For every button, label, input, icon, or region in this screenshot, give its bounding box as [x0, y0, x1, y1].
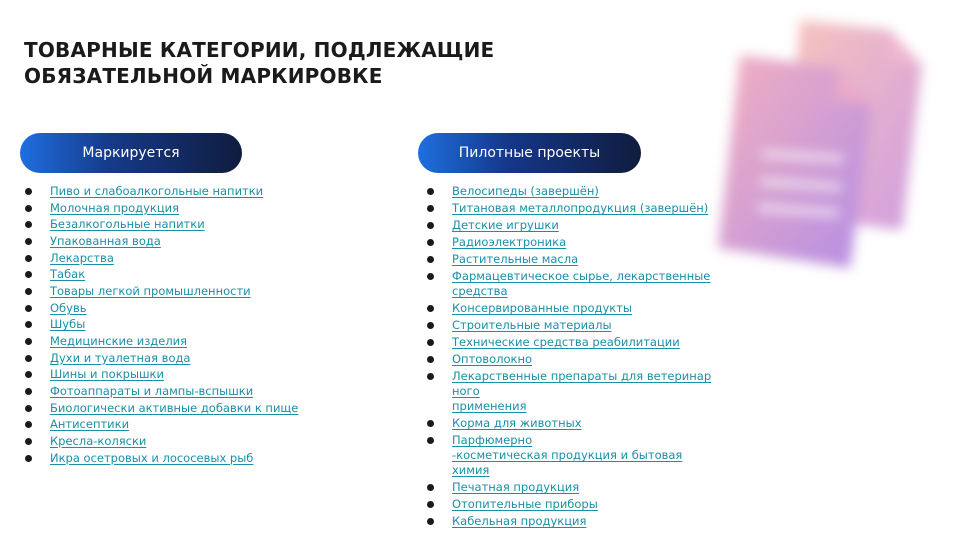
marked-category-item [22, 418, 342, 431]
marked-category-item [22, 318, 342, 331]
marked-category-item [22, 185, 342, 198]
pilot-project-item-link[interactable]: Велосипеды (завершён) [452, 184, 599, 198]
pilot-project-item [424, 370, 734, 413]
pilot-project-item [424, 236, 734, 249]
pilot-project-item [424, 481, 734, 494]
pilot-project-item [424, 417, 734, 430]
pilot-project-item-link[interactable]: Кабельная продукция [452, 514, 587, 528]
marked-category-item [22, 252, 342, 265]
pilot-project-item-link[interactable]: Фармацевтическое сырье, лекарственные [452, 269, 711, 283]
pilot-project-item-link[interactable]: -косметическая продукция и бытовая [452, 448, 683, 462]
pilot-project-item-link[interactable]: Технические средства реабилитации [452, 335, 680, 349]
marked-category-item [22, 402, 342, 415]
marked-category-item-link[interactable]: Фотоаппараты и лампы-вспышки [50, 383, 254, 398]
marked-category-item [22, 335, 342, 348]
marked-category-item-link[interactable]: Упакованная вода [50, 233, 161, 248]
pilot-project-item-link[interactable]: Детские игрушки [452, 218, 559, 232]
marked-category-item [22, 285, 342, 298]
marked-category-item [22, 368, 342, 381]
pilot-project-item [424, 302, 734, 315]
pilot-projects-list [424, 185, 734, 532]
pilot-project-item-link[interactable]: Строительные материалы [452, 318, 612, 332]
pilot-project-item [424, 270, 734, 298]
pilot-projects-header: Пилотные проекты [418, 133, 641, 173]
pilot-project-item [424, 319, 734, 332]
marked-category-item [22, 452, 342, 465]
pilot-project-item-link[interactable]: применения [452, 399, 527, 413]
pilot-project-item-link[interactable]: Консервированные продукты [452, 301, 633, 315]
pilot-project-item-link[interactable]: Радиоэлектроника [452, 235, 567, 249]
pilot-project-item [424, 219, 734, 232]
marked-category-item-link[interactable]: Шины и покрышки [50, 367, 164, 382]
marked-category-item-link[interactable]: Обувь [50, 300, 87, 315]
marked-category-item-link[interactable]: Духи и туалетная вода [50, 350, 191, 365]
marked-category-item [22, 302, 342, 315]
title-line-1: ТОВАРНЫЕ КАТЕГОРИИ, ПОДЛЕЖАЩИЕ [24, 38, 495, 62]
marked-category-item-link[interactable]: Товары легкой промышленности [50, 283, 251, 298]
pilot-project-item-link[interactable]: Парфюмерно [452, 433, 533, 447]
marked-category-item [22, 435, 342, 448]
pilot-project-item-link[interactable]: Лекарственные препараты для ветеринар [452, 369, 712, 383]
marked-category-item [22, 202, 342, 215]
pilot-project-item-link[interactable]: Печатная продукция [452, 480, 580, 494]
marked-category-item [22, 268, 342, 281]
marked-categories-header: Маркируется [20, 133, 242, 173]
marked-category-item [22, 218, 342, 231]
pilot-project-item-link[interactable]: Титановая металлопродукция (завершён) [452, 201, 709, 215]
marked-category-item-link[interactable]: Икра осетровых и лососевых рыб [50, 450, 254, 465]
marked-category-item-link[interactable]: Шубы [50, 317, 86, 332]
pilot-project-item-link[interactable]: химия [452, 463, 490, 477]
marked-category-item [22, 385, 342, 398]
pilot-project-item [424, 253, 734, 266]
marked-categories-list [22, 185, 342, 468]
pilot-project-item-link[interactable]: средства [452, 284, 508, 298]
pilot-project-item [424, 434, 734, 477]
marked-category-item-link[interactable]: Биологически активные добавки к пище [50, 400, 299, 415]
pilot-project-item-link[interactable]: Оптоволокно [452, 352, 533, 366]
marked-category-item-link[interactable]: Антисептики [50, 417, 130, 432]
pilot-project-item-link[interactable]: Отопительные приборы [452, 497, 598, 511]
pilot-project-item-link[interactable]: ного [452, 384, 480, 398]
marked-category-item [22, 235, 342, 248]
marked-category-item [22, 352, 342, 365]
pilot-project-item [424, 185, 734, 198]
pilot-project-item [424, 498, 734, 511]
pilot-project-item [424, 336, 734, 349]
page-title [24, 37, 494, 89]
pilot-project-item-link[interactable]: Растительные масла [452, 252, 579, 266]
marked-category-item-link[interactable]: Табак [50, 267, 86, 282]
marked-category-item-link[interactable]: Молочная продукция [50, 200, 180, 215]
marked-category-item-link[interactable]: Лекарства [50, 250, 114, 265]
pilot-project-item-link[interactable]: Корма для животных [452, 416, 582, 430]
marked-category-item-link[interactable]: Кресла-коляски [50, 433, 147, 448]
pilot-project-item [424, 353, 734, 366]
pilot-project-item [424, 202, 734, 215]
pilot-project-item [424, 515, 734, 528]
marked-category-item-link[interactable]: Безалкогольные напитки [50, 217, 205, 232]
title-line-2: ОБЯЗАТЕЛЬНОЙ МАРКИРОВКЕ [24, 64, 383, 88]
marked-category-item-link[interactable]: Пиво и слабоалкогольные напитки [50, 184, 264, 198]
marked-category-item-link[interactable]: Медицинские изделия [50, 333, 188, 348]
